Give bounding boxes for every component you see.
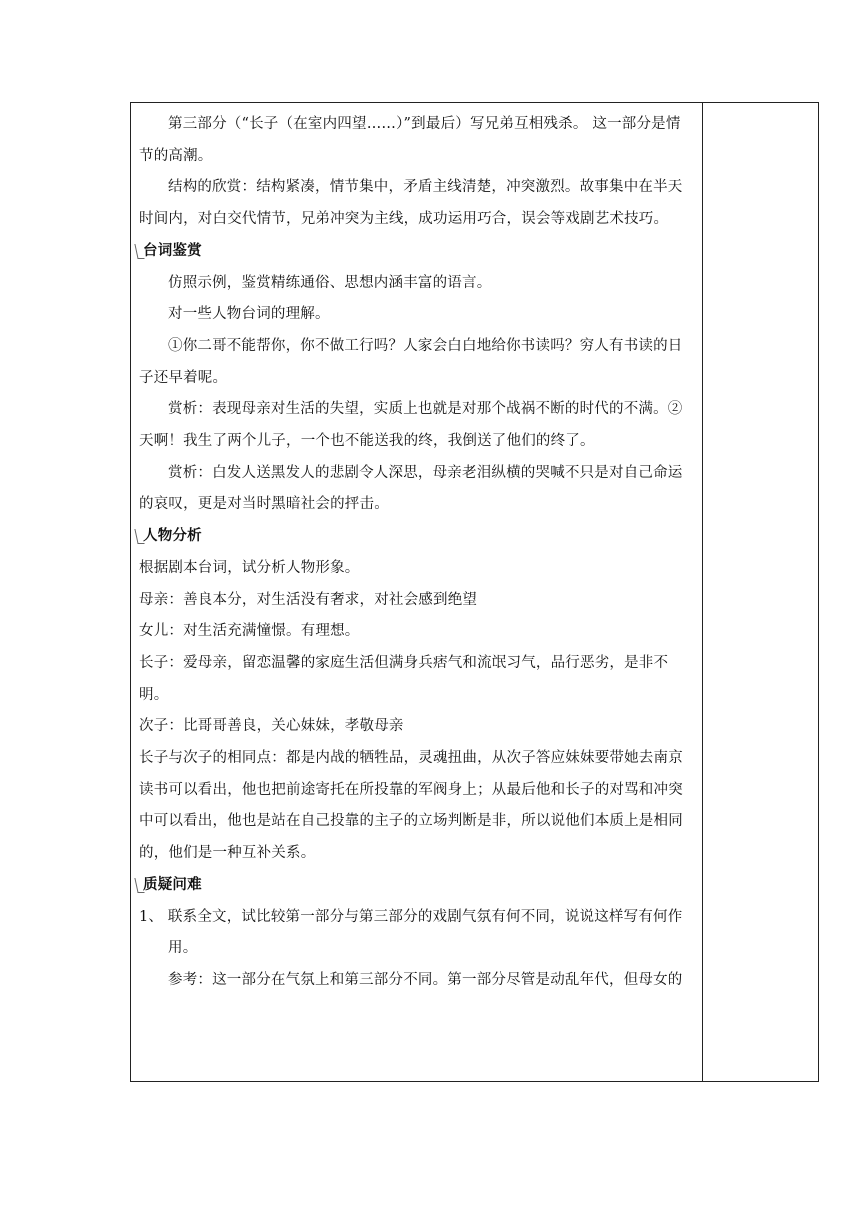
section-heading-questions [139,870,695,902]
character-line: 母亲：善良本分，对生活没有奢求，对社会感到绝望 [139,591,478,608]
dialogue-line: 赏析：白发人送黑发人的悲剧令人深思，母亲老泪纵横的哭喊不只是对自己命运的哀叹，更是对当时黑暗社会的抨击。 [139,464,683,513]
section-heading-text: 质疑问难 [143,876,202,893]
reference-answer: 参考：这一部分在气氛上和第三部分不同。第一部分尽管是动乱年代，但母女的 [168,971,683,988]
section-heading-characters [139,521,695,553]
dialogue-line: 对一些人物台词的理解。 [168,306,330,323]
section-heading-dialogue [139,236,695,268]
character-line: 长子：爱母亲，留恋温馨的家庭生活但满身兵痞气和流氓习气，品行恶劣，是非不明。 [139,654,669,703]
dialogue-line: 仿照示例，鉴赏精练通俗、思想内涵丰富的语言。 [168,274,492,291]
section-heading-text: 人物分析 [143,528,202,545]
question-item: 1、 联系全文，试比较第一部分与第三部分的戏剧气氛有何不同，说说这样写有何作用。 [139,908,683,957]
lesson-table [130,102,819,1082]
paragraph-structure: 结构的欣赏：结构紧凑，情节集中，矛盾主线清楚，冲突激烈。故事集中在半天时间内，对白交代情节，兄弟冲突为主线，成功运用巧合，误会等戏剧艺术技巧。 [139,179,683,228]
dialogue-line: 赏析：表现母亲对生活的失望，实质上也就是对那个战祸不断的时代的不满。②天啊！我生了两个儿子，一个也不能送我的终，我倒送了他们的终了。 [139,401,683,450]
character-line: 女儿：对生活充满憧憬。有理想。 [139,623,360,640]
character-line: 长子与次子的相同点：都是内战的牺牲品，灵魂扭曲，从次子答应妹妹要带她去南京读书可以看出，他也把前途寄托在所投靠的军阀身上；从最后他和长子的对骂和冲突中可以看出，他也是站在自己投靠的主子的立场判断是非，所以说他们本质上是相同的，他们是一种互补关系。 [139,750,683,862]
character-line: 次子：比哥哥善良，关心妹妹，孝敬母亲 [139,718,404,735]
section-heading-text: 台词鉴赏 [143,242,202,259]
character-line: 根据剧本台词，试分析人物形象。 [139,559,360,576]
paragraph-part-three: 第三部分（“长子（在室内四望……）”到最后）写兄弟互相残杀。 这一部分是情节的高潮。 [139,116,681,164]
column-divider [702,103,703,1081]
main-content-cell [139,109,695,997]
dialogue-line: ①你二哥不能帮你，你不做工行吗？人家会白白地给你书读吗？穷人有书读的日子还早着呢。 [139,337,683,386]
